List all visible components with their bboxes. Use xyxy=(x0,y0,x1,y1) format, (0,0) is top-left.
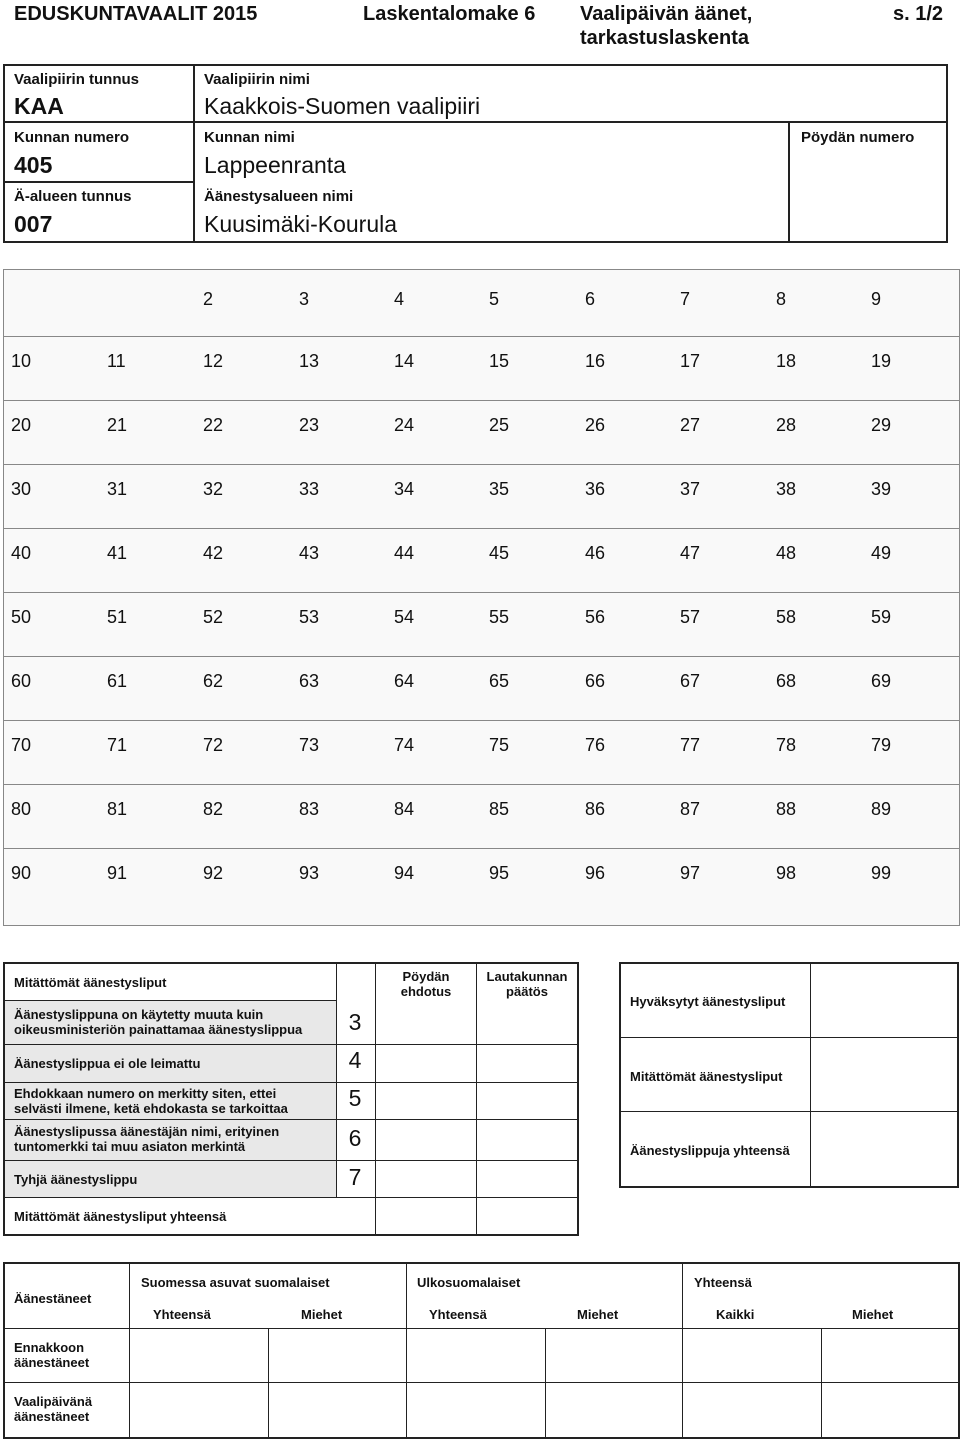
grid-row-divider xyxy=(4,400,959,401)
candidate-number: 89 xyxy=(871,799,892,819)
candidate-number: 37 xyxy=(680,479,701,499)
candidate-number: 25 xyxy=(489,415,510,435)
candidate-number: 75 xyxy=(489,735,510,755)
candidate-number: 99 xyxy=(871,863,892,883)
candidate-number: 49 xyxy=(871,543,892,563)
candidate-number: 67 xyxy=(680,671,701,691)
candidate-number: 5 xyxy=(489,289,500,309)
candidate-number: 33 xyxy=(299,479,320,499)
candidate-number: 6 xyxy=(585,289,596,309)
candidate-number: 88 xyxy=(776,799,797,819)
candidate-number: 90 xyxy=(11,863,32,883)
candidate-number: 85 xyxy=(489,799,510,819)
total-voters-header: Yhteensä xyxy=(694,1275,752,1290)
candidate-number: 24 xyxy=(394,415,415,435)
candidate-number: 81 xyxy=(107,799,128,819)
invalid-ballots-table xyxy=(3,962,579,1236)
grid-row-divider xyxy=(4,592,959,593)
municipality-number-label: Kunnan numero xyxy=(14,129,129,146)
candidate-number: 78 xyxy=(776,735,797,755)
candidate-number: 44 xyxy=(394,543,415,563)
candidate-number: 13 xyxy=(299,351,320,371)
district-code-label: Vaalipiirin tunnus xyxy=(14,71,140,88)
candidate-number: 55 xyxy=(489,607,510,627)
ballots-total-label: Äänestyslippuja yhteensä xyxy=(630,1143,790,1158)
candidate-number: 34 xyxy=(394,479,415,499)
domestic-voters-header: Suomessa asuvat suomalaiset xyxy=(141,1275,330,1290)
abroad-men-subheader: Miehet xyxy=(577,1307,619,1322)
invalid-code-7: 7 xyxy=(348,1164,362,1190)
candidate-number: 4 xyxy=(394,289,405,309)
candidate-number: 14 xyxy=(394,351,415,371)
candidate-number: 70 xyxy=(11,735,32,755)
candidate-number: 82 xyxy=(203,799,224,819)
candidate-number: 36 xyxy=(585,479,606,499)
candidate-number: 62 xyxy=(203,671,224,691)
table-proposal-header: Pöydän ehdotus xyxy=(400,969,452,999)
candidate-number: 84 xyxy=(394,799,415,819)
candidate-number: 22 xyxy=(203,415,224,435)
candidate-number: 57 xyxy=(680,607,701,627)
candidate-number: 66 xyxy=(585,671,606,691)
grid-row-divider xyxy=(4,464,959,465)
candidate-number: 17 xyxy=(680,351,701,371)
area-code-label: Ä-alueen tunnus xyxy=(14,188,132,205)
form-title-line1: Vaalipäivän äänet, xyxy=(580,3,753,25)
candidate-number: 48 xyxy=(776,543,797,563)
candidate-number: 69 xyxy=(871,671,892,691)
candidate-number: 77 xyxy=(680,735,701,755)
ballot-summary-table xyxy=(619,962,959,1188)
all-men-subheader: Miehet xyxy=(852,1307,894,1322)
candidate-number: 59 xyxy=(871,607,892,627)
candidate-number: 93 xyxy=(299,863,320,883)
candidate-number: 68 xyxy=(776,671,797,691)
grid-row-divider xyxy=(4,720,959,721)
page-number: s. 1/2 xyxy=(893,3,944,25)
grid-row-divider xyxy=(4,336,959,337)
candidate-number: 8 xyxy=(776,289,787,309)
candidate-number: 54 xyxy=(394,607,415,627)
candidate-number: 63 xyxy=(299,671,320,691)
candidate-number: 50 xyxy=(11,607,32,627)
candidate-number-grid xyxy=(3,269,960,926)
district-name: Kaakkois-Suomen vaalipiiri xyxy=(204,93,481,119)
advance-voters-row: Ennakkoon äänestäneet xyxy=(14,1340,90,1370)
candidate-number: 53 xyxy=(299,607,320,627)
election-day-voters-row: Vaalipäivänä äänestäneet xyxy=(14,1394,93,1424)
candidate-number: 73 xyxy=(299,735,320,755)
accepted-ballots-label: Hyväksytyt äänestysliput xyxy=(630,994,786,1009)
candidate-number: 18 xyxy=(776,351,797,371)
candidate-number: 51 xyxy=(107,607,128,627)
candidate-number: 28 xyxy=(776,415,797,435)
municipality-number: 405 xyxy=(14,152,53,178)
candidate-number: 15 xyxy=(489,351,510,371)
candidate-number: 3 xyxy=(299,289,310,309)
candidate-number: 80 xyxy=(11,799,32,819)
invalid-reason-5: Ehdokkaan numero on merkitty siten, ettei selvästi ilmene, ketä ehdokasta se tarkoittaa xyxy=(14,1086,288,1116)
invalid-reason-7: Tyhjä äänestyslippu xyxy=(14,1172,138,1187)
candidate-number: 39 xyxy=(871,479,892,499)
candidate-number: 64 xyxy=(394,671,415,691)
form-name: Laskentalomake 6 xyxy=(363,3,536,25)
candidate-number: 11 xyxy=(107,351,126,371)
invalid-code-3: 3 xyxy=(348,1009,362,1035)
candidate-number: 29 xyxy=(871,415,892,435)
candidate-number: 43 xyxy=(299,543,320,563)
invalid-total-label: Mitättömät äänestysliput yhteensä xyxy=(14,1209,227,1224)
candidate-number: 9 xyxy=(871,289,882,309)
candidate-number: 27 xyxy=(680,415,701,435)
candidate-number: 74 xyxy=(394,735,415,755)
candidate-number: 71 xyxy=(107,735,128,755)
area-name: Kuusimäki-Kourula xyxy=(204,211,398,237)
candidate-number: 41 xyxy=(107,543,128,563)
voters-row-header: Äänestäneet xyxy=(14,1291,92,1306)
candidate-number: 87 xyxy=(680,799,701,819)
candidate-number: 10 xyxy=(11,351,32,371)
candidate-number: 60 xyxy=(11,671,32,691)
voters-table xyxy=(3,1262,960,1439)
municipality-name: Lappeenranta xyxy=(204,152,346,178)
invalid-code-6: 6 xyxy=(348,1125,362,1151)
candidate-number: 65 xyxy=(489,671,510,691)
election-title: EDUSKUNTAVAALIT 2015 xyxy=(14,3,258,25)
candidate-number: 52 xyxy=(203,607,224,627)
table-number-label: Pöydän numero xyxy=(801,129,915,146)
domestic-total-subheader: Yhteensä xyxy=(153,1307,211,1322)
invalid-ballots-title: Mitättömät äänestysliput xyxy=(14,975,167,990)
candidate-number: 92 xyxy=(203,863,224,883)
candidate-number: 79 xyxy=(871,735,892,755)
domestic-men-subheader: Miehet xyxy=(301,1307,343,1322)
candidate-number: 94 xyxy=(394,863,415,883)
abroad-total-subheader: Yhteensä xyxy=(429,1307,487,1322)
candidate-number: 35 xyxy=(489,479,510,499)
district-name-label: Vaalipiirin nimi xyxy=(204,71,310,88)
grid-row-divider xyxy=(4,656,959,657)
candidate-number: 76 xyxy=(585,735,606,755)
abroad-voters-header: Ulkosuomalaiset xyxy=(417,1275,521,1290)
candidate-number: 42 xyxy=(203,543,224,563)
district-code: KAA xyxy=(14,93,64,119)
grid-row-divider xyxy=(4,528,959,529)
candidate-number: 26 xyxy=(585,415,606,435)
candidate-number: 47 xyxy=(680,543,701,563)
candidate-number: 98 xyxy=(776,863,797,883)
candidate-number: 32 xyxy=(203,479,224,499)
candidate-number: 23 xyxy=(299,415,320,435)
candidate-number: 83 xyxy=(299,799,320,819)
invalid-code-5: 5 xyxy=(348,1085,362,1111)
candidate-number: 31 xyxy=(107,479,128,499)
invalid-code-4: 4 xyxy=(348,1047,362,1073)
candidate-number: 86 xyxy=(585,799,606,819)
candidate-number: 56 xyxy=(585,607,606,627)
invalid-reason-6: Äänestyslipussa äänestäjän nimi, erityinen tuntomerkki tai muu asiaton merkintä xyxy=(14,1124,280,1154)
candidate-number: 2 xyxy=(203,289,214,309)
municipality-name-label: Kunnan nimi xyxy=(204,129,295,146)
candidate-number: 38 xyxy=(776,479,797,499)
candidate-number: 21 xyxy=(107,415,128,435)
candidate-number: 61 xyxy=(107,671,128,691)
board-decision-header: Lautakunnan päätös xyxy=(486,969,568,999)
candidate-number: 19 xyxy=(871,351,892,371)
form-title-line2: tarkastuslaskenta xyxy=(580,27,749,49)
grid-row-divider xyxy=(4,848,959,849)
candidate-number: 16 xyxy=(585,351,606,371)
candidate-number: 40 xyxy=(11,543,32,563)
candidate-number: 7 xyxy=(680,289,691,309)
candidate-number: 96 xyxy=(585,863,606,883)
candidate-number: 45 xyxy=(489,543,510,563)
candidate-number: 46 xyxy=(585,543,606,563)
candidate-number: 97 xyxy=(680,863,701,883)
grid-row-divider xyxy=(4,784,959,785)
candidate-number: 12 xyxy=(203,351,224,371)
invalid-reason-3: Äänestyslippuna on käytetty muuta kuin oikeusministeriön painattamaa äänestyslippua xyxy=(14,1007,303,1037)
all-total-subheader: Kaikki xyxy=(716,1307,755,1322)
invalid-ballots-label: Mitättömät äänestysliput xyxy=(630,1069,783,1084)
candidate-number: 72 xyxy=(203,735,224,755)
candidate-number: 91 xyxy=(107,863,128,883)
candidate-number: 20 xyxy=(11,415,32,435)
candidate-number: 58 xyxy=(776,607,797,627)
invalid-reason-4: Äänestyslippua ei ole leimattu xyxy=(14,1056,201,1071)
candidate-number: 30 xyxy=(11,479,32,499)
candidate-number: 95 xyxy=(489,863,510,883)
area-code: 007 xyxy=(14,211,53,237)
area-name-label: Äänestysalueen nimi xyxy=(204,188,354,205)
info-box xyxy=(3,64,948,243)
